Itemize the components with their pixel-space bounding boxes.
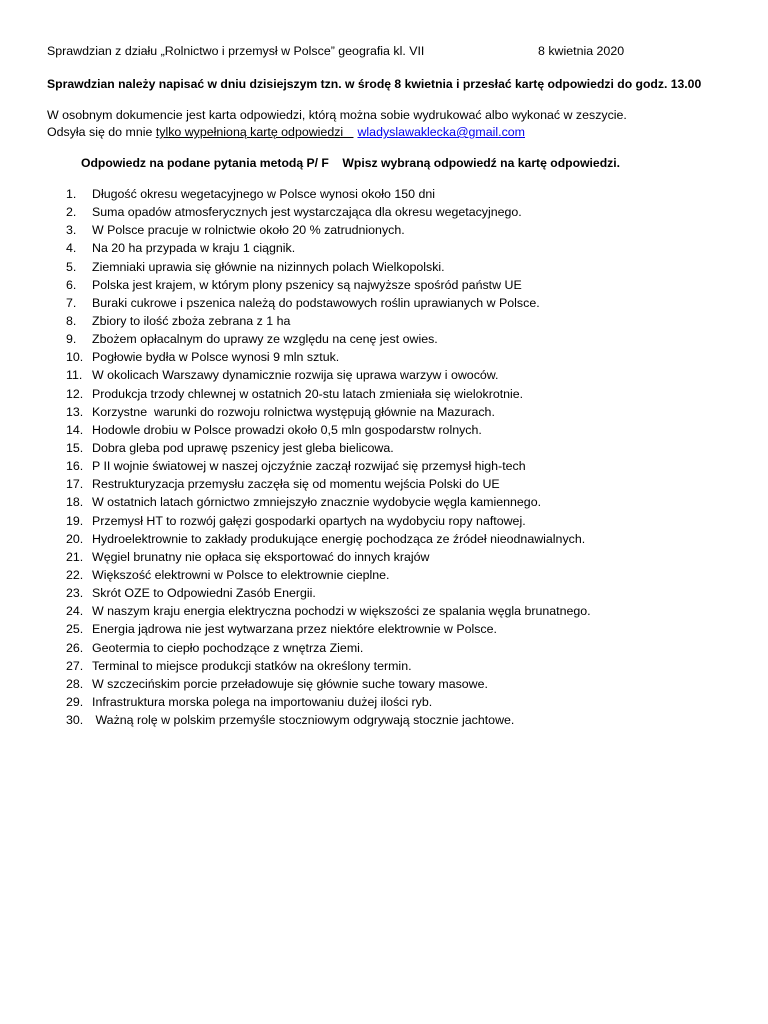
question-item: [66, 258, 591, 276]
question-text: Pogłowie bydła w Polsce wynosi 9 mln sztuk.: [92, 350, 340, 365]
question-number: 5.: [66, 259, 77, 274]
question-item: [66, 711, 591, 729]
question-text: Dobra gleba pod uprawę pszenicy jest gleba bielicowa.: [92, 440, 394, 455]
document-title: Sprawdzian z działu „Rolnictwo i przemysł w Polsce” geografia kl. VII: [47, 44, 425, 58]
question-item: [66, 675, 591, 693]
question-number: 8.: [66, 313, 77, 328]
question-text: Geotermia to ciepło pochodzące z wnętrza Ziemi.: [92, 640, 364, 655]
question-item: [66, 493, 591, 511]
question-text: W okolicach Warszawy dynamicznie rozwija się uprawa warzyw i owoców.: [92, 368, 499, 383]
email-link[interactable]: wladyslawaklecka@gmail.com: [357, 125, 525, 139]
question-number: 12.: [66, 386, 84, 401]
question-text: Węgiel brunatny nie opłaca się eksportować do innych krajów: [92, 549, 430, 564]
question-text: Na 20 ha przypada w kraju 1 ciągnik.: [92, 241, 296, 256]
question-text: Infrastruktura morska polega na importowaniu dużej ilości ryb.: [92, 694, 433, 709]
question-text: Buraki cukrowe i pszenica należą do podstawowych roślin uprawianych w Polsce.: [92, 295, 540, 310]
question-item: [66, 294, 591, 312]
question-text: Skrót OZE to Odpowiedni Zasób Energii.: [92, 586, 316, 601]
question-text: Przemysł HT to rozwój gałęzi gospodarki opartych na wydobyciu ropy naftowej.: [92, 513, 526, 528]
question-item: [66, 385, 591, 403]
task-heading: Odpowiedz na podane pytania metodą P/ F Wpisz wybraną odpowiedź na kartę odpowiedzi.: [81, 156, 621, 170]
question-item: [66, 185, 591, 203]
question-text: Suma opadów atmosferycznych jest wystarczająca dla okresu wegetacyjnego.: [92, 205, 522, 220]
question-number: 16.: [66, 459, 84, 474]
question-item: [66, 584, 591, 602]
question-item: [66, 348, 591, 366]
question-item: [66, 276, 591, 294]
question-number: 9.: [66, 332, 77, 347]
question-item: [66, 239, 591, 257]
question-item: [66, 602, 591, 620]
question-text: W szczecińskim porcie przeładowuje się głównie suche towary masowe.: [92, 676, 488, 691]
question-item: [66, 330, 591, 348]
question-number: 15.: [66, 440, 84, 455]
question-number: 23.: [66, 586, 84, 601]
question-number: 30.: [66, 713, 84, 728]
question-text: Restrukturyzacja przemysłu zaczęła się od momentu wejścia Polski do UE: [92, 477, 500, 492]
question-item: [66, 366, 591, 384]
question-item: [66, 421, 591, 439]
question-number: 7.: [66, 295, 77, 310]
question-item: [66, 439, 591, 457]
question-number: 25.: [66, 622, 84, 637]
question-item: [66, 221, 591, 239]
send-instruction-prefix: Odsyła się do mnie: [47, 125, 156, 139]
question-text: Hodowle drobiu w Polsce prowadzi około 0,5 mln gospodarstw rolnych.: [92, 422, 482, 437]
question-item: [66, 203, 591, 221]
question-number: 3.: [66, 223, 77, 238]
question-text: Ważną rolę w polskim przemyśle stoczniowym odgrywają stocznie jachtowe.: [92, 713, 515, 728]
answer-sheet-info: W osobnym dokumencie jest karta odpowiedzi, którą można sobie wydrukować albo wykonać w zeszycie.: [47, 108, 627, 122]
question-number: 10.: [66, 350, 84, 365]
question-item: [66, 312, 591, 330]
question-text: P II wojnie światowej w naszej ojczyźnie zaczął rozwijać się przemysł high-tech: [92, 459, 526, 474]
question-text: Zbiory to ilość zboża zebrana z 1 ha: [92, 313, 291, 328]
question-text: W Polsce pracuje w rolnictwie około 20 % zatrudnionych.: [92, 223, 405, 238]
question-number: 24.: [66, 604, 84, 619]
question-item: [66, 566, 591, 584]
question-text: Zbożem opłacalnym do uprawy ze względu na cenę jest owies.: [92, 332, 438, 347]
question-number: 29.: [66, 694, 84, 709]
question-number: 4.: [66, 241, 77, 256]
question-text: Hydroelektrownie to zakłady produkujące energię pochodząca ze źródeł nieodnawialnych.: [92, 531, 586, 546]
question-number: 22.: [66, 567, 84, 582]
question-number: 27.: [66, 658, 84, 673]
question-item: [66, 548, 591, 566]
question-number: 1.: [66, 187, 77, 201]
question-number: 21.: [66, 549, 84, 564]
question-text: Terminal to miejsce produkcji statków na określony termin.: [92, 658, 412, 673]
question-item: [66, 403, 591, 421]
question-item: [66, 530, 591, 548]
question-item: [66, 639, 591, 657]
question-text: W ostatnich latach górnictwo zmniejszyło znacznie wydobycie węgla kamiennego.: [92, 495, 542, 510]
question-text: Korzystne warunki do rozwoju rolnictwa występują głównie na Mazurach.: [92, 404, 495, 419]
question-text: Energia jądrowa nie jest wytwarzana przez niektóre elektrownie w Polsce.: [92, 622, 497, 637]
question-number: 2.: [66, 205, 77, 220]
question-number: 13.: [66, 404, 84, 419]
question-item: [66, 693, 591, 711]
question-list: [66, 185, 591, 729]
document-date: 8 kwietnia 2020: [538, 44, 625, 58]
submission-instruction: Sprawdzian należy napisać w dniu dzisiejszym tzn. w środę 8 kwietnia i przesłać kartę odpowiedzi do godz. 13.00: [47, 77, 702, 91]
question-text: Długość okresu wegetacyjnego w Polsce wynosi około 150 dni: [92, 187, 435, 201]
question-text: Ziemniaki uprawia się głównie na nizinnych polach Wielkopolski.: [92, 259, 445, 274]
question-item: [66, 475, 591, 493]
question-text: Większość elektrowni w Polsce to elektrownie cieplne.: [92, 567, 390, 582]
question-number: 18.: [66, 495, 84, 510]
question-text: W naszym kraju energia elektryczna pochodzi w większości ze spalania węgla brunatnego.: [92, 604, 591, 619]
question-item: [66, 657, 591, 675]
question-number: 11.: [66, 368, 83, 383]
question-number: 28.: [66, 676, 84, 691]
question-number: 26.: [66, 640, 84, 655]
send-instruction: [47, 123, 525, 141]
question-text: Polska jest krajem, w którym plony pszenicy są najwyższe spośród państw UE: [92, 277, 522, 292]
question-number: 14.: [66, 422, 84, 437]
question-number: 20.: [66, 531, 84, 546]
question-item: [66, 512, 591, 530]
question-number: 19.: [66, 513, 84, 528]
question-item: [66, 457, 591, 475]
question-item: [66, 620, 591, 638]
send-instruction-underlined: tylko wypełnioną kartę odpowiedzi: [155, 125, 354, 139]
question-number: 6.: [66, 277, 77, 292]
question-text: Produkcja trzody chlewnej w ostatnich 20-stu latach zmieniała się wielokrotnie.: [92, 386, 524, 401]
question-number: 17.: [66, 477, 84, 492]
